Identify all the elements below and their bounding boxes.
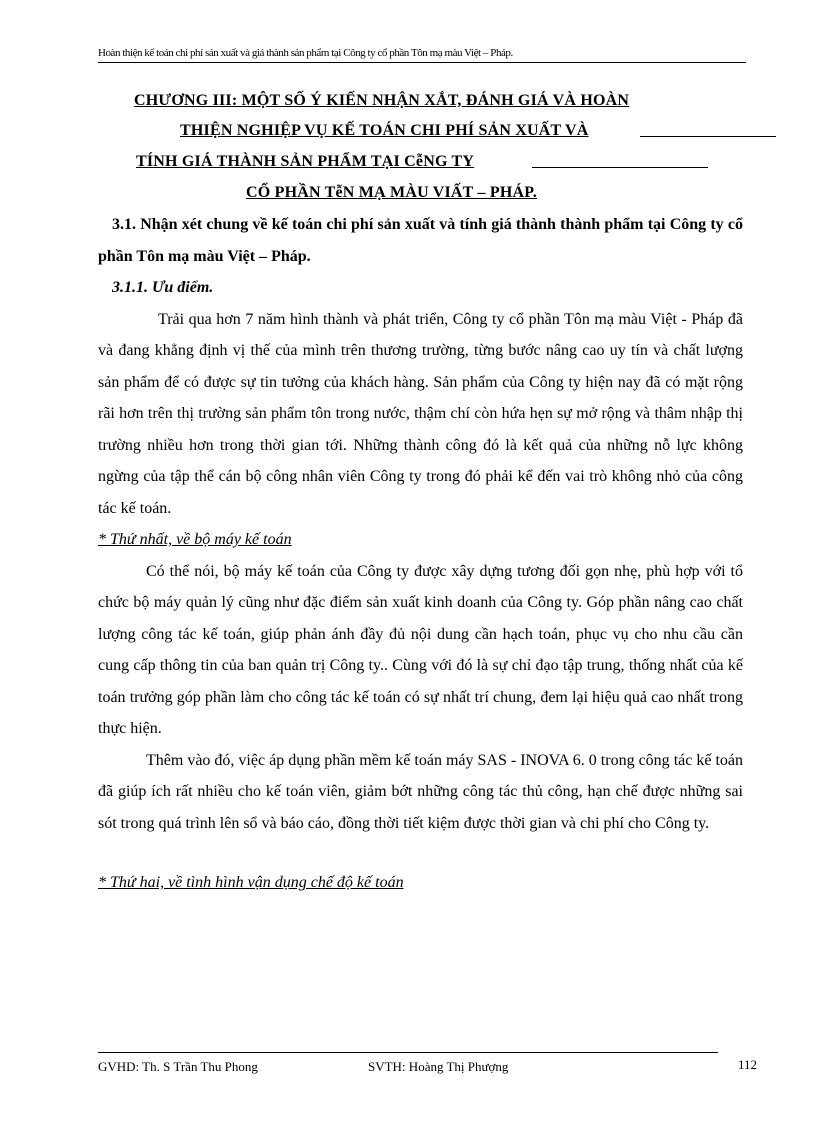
page-number: 112 bbox=[738, 1057, 758, 1072]
heading-first-accounting-apparatus: * Thứ nhất, về bộ máy kế toán bbox=[98, 531, 292, 548]
chapter-title-rule-3 bbox=[532, 167, 708, 168]
chapter-title-line-2: THIỆN NGHIỆP VỤ KẾ TOÁN CHI PHÍ SẢN XUẤT VÀ bbox=[180, 122, 589, 139]
page-footer bbox=[98, 1052, 758, 1082]
heading-second-accounting-regime: * Thứ hai, về tình hình vận dụng chế độ kế toán bbox=[98, 874, 404, 891]
paragraph-advantages-intro: Trải qua hơn 7 năm hình thành và phát triển, Công ty cổ phần Tôn mạ màu Việt - Pháp đã và đang khẳng định vị thế của mình trên thương trường, từng bước nâng cao uy tín và chất lượng sản phẩm để có được sự tin tưởng của khách hàng. Sản phẩm của Công ty hiện nay đã có mặt rộng rãi hơn trên thị trường sản phẩm tôn trong nước, thậm chí còn hứa hẹn sự mở rộng và thâm nhập thị trường nhiều hơn trong thời gian tới. Những thành công đó là kết quả của những nỗ lực không ngừng của tập thể cán bộ công nhân viên Công ty trong đó phải kể đến vai trò không nhỏ của công tác kế toán. bbox=[98, 310, 743, 517]
running-header: Hoàn thiện kế toán chi phí sản xuất và giá thành sản phẩm tại Công ty cổ phần Tôn mạ màu Việt – Pháp. bbox=[98, 46, 746, 63]
paragraph-accounting-software: Thêm vào đó, việc áp dụng phần mềm kế toán máy SAS - INOVA 6. 0 trong công tác kế toán đã giúp ích rất nhiều cho kế toán viên, giảm bớt những công tác thủ công, hạn chế được những sai sót trong quá trình lên sổ và báo cáo, đồng thời tiết kiệm được thời gian và chi phí cho Công ty. bbox=[98, 751, 743, 832]
footer-student: SVTH: Hoàng Thị Phượng bbox=[368, 1059, 509, 1074]
paragraph-accounting-apparatus: Có thể nói, bộ máy kế toán của Công ty được xây dựng tương đối gọn nhẹ, phù hợp với tổ chức bộ máy quản lý cũng như đặc điểm sản xuất kinh doanh của Công ty. Góp phần nâng cao chất lượng công tác kế toán, giúp phản ánh đầy đủ nội dung cần hạch toán, phục vụ cho nhu cầu cần cung cấp thông tin của ban quản trị Công ty.. Cùng với đó là sự chỉ đạo tập trung, thống nhất của kế toán trưởng góp phần làm cho công tác kế toán có sự nhất trí chung, đem lại hiệu quả cao nhất trong thực hiện. bbox=[98, 562, 743, 737]
spacer bbox=[98, 839, 743, 867]
chapter-title-line-1: CHƯƠNG III: MỘT SỐ Ý KIẾN NHẬN XẮT, ĐÁNH GIÁ VÀ HOÀN bbox=[134, 92, 630, 109]
chapter-title-rule-2 bbox=[640, 136, 776, 137]
main-content bbox=[98, 209, 743, 899]
footer-advisor: GVHD: Th. S Trần Thu Phong bbox=[98, 1059, 258, 1074]
chapter-title-line-4: CỔ PHẦN TễN MẠ MÀU VIẤT – PHÁP. bbox=[246, 184, 537, 201]
footer-rule bbox=[98, 1052, 718, 1053]
chapter-title-line-3: TÍNH GIÁ THÀNH SẢN PHẨM TẠI CễNG TY bbox=[136, 153, 475, 170]
section-heading-3-1: 3.1. Nhận xét chung về kế toán chi phí sản xuất và tính giá thành thành phẩm tại Công ty cổ phần Tôn mạ màu Việt – Pháp. bbox=[98, 216, 743, 265]
subsection-heading-3-1-1: 3.1.1. Ưu điểm. bbox=[112, 279, 214, 296]
